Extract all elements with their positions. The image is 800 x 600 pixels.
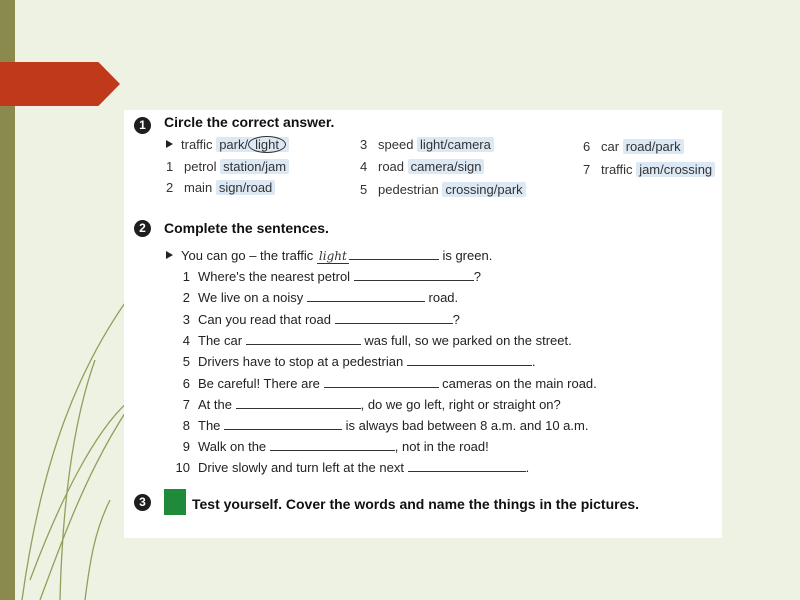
exercise-1-item-6: 6 car road/park <box>583 139 684 154</box>
red-arrow-tab <box>0 62 120 106</box>
green-square-icon <box>164 489 186 515</box>
section-2-number: 2 <box>134 220 151 237</box>
sentence-3: 3 Can you read that road ? <box>182 312 460 327</box>
sentence-4: 4 The car was full, so we parked on the street. <box>182 333 572 348</box>
sentence-8: 8 The is always bad between 8 a.m. and 10 a.m. <box>182 418 589 433</box>
worksheet-card <box>124 110 722 538</box>
section-3-heading: Test yourself. Cover the words and name the things in the pictures. <box>192 496 640 512</box>
sentence-10: 10 Drive slowly and turn left at the next . <box>175 460 530 475</box>
sentence-1: 1 Where's the nearest petrol ? <box>182 269 481 284</box>
sentence-5: 5 Drivers have to stop at a pedestrian . <box>182 354 536 369</box>
sentence-6: 6 Be careful! There are cameras on the main road. <box>182 376 597 391</box>
section-2-heading: Complete the sentences. <box>164 220 329 236</box>
play-arrow-icon <box>166 140 173 148</box>
sentence-7: 7 At the , do we go left, right or straight on? <box>182 397 561 412</box>
circled-answer: light <box>248 136 286 153</box>
exercise-1-item-4: 4 road camera/sign <box>360 159 484 174</box>
exercise-1-item-3: 3 speed light/camera <box>360 137 494 152</box>
sentence-9: 9 Walk on the , not in the road! <box>182 439 489 454</box>
handwritten-answer: light <box>318 249 347 263</box>
sentence-2: 2 We live on a noisy road. <box>182 290 459 305</box>
section-3-number: 3 <box>134 494 151 511</box>
exercise-1-item-2: 2 main sign/road <box>166 180 275 195</box>
exercise-1-example: traffic park/ light <box>166 137 289 152</box>
section-1-heading: Circle the correct answer. <box>164 114 335 130</box>
exercise-2-example: You can go – the traffic light is green. <box>166 248 492 263</box>
exercise-1-item-5: 5 pedestrian crossing/park <box>360 182 526 197</box>
exercise-1-item-1: 1 petrol station/jam <box>166 159 289 174</box>
section-1-number: 1 <box>134 117 151 134</box>
play-arrow-icon <box>166 251 173 259</box>
exercise-1-item-7: 7 traffic jam/crossing <box>583 162 715 177</box>
